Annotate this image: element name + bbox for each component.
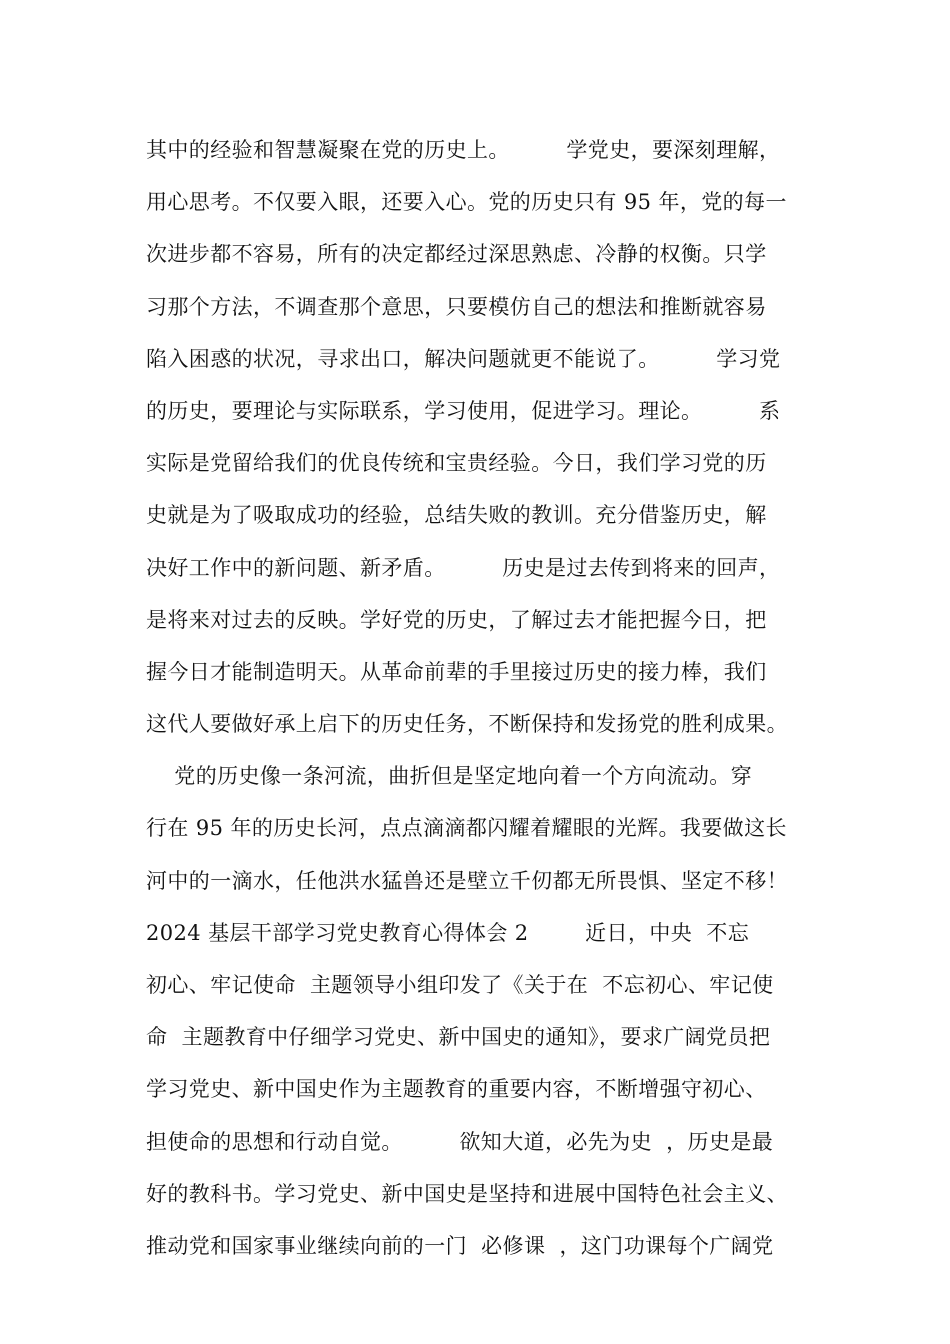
text-line: 决好工作中的新问题、新矛盾。 历史是过去传到将来的回声， xyxy=(146,555,781,580)
text-line: 次进步都不容易，所有的决定都经过深思熟虑、冷静的权衡。只学 xyxy=(146,242,767,267)
body-text xyxy=(146,130,826,1278)
text-line: 担使命的思想和行动自觉。 欲知大道，必先为史 ，历史是最 xyxy=(146,1129,774,1154)
text-line: 用心思考。不仅要入眼，还要入心。党的历史只有 95 年，党的每一 xyxy=(146,190,787,215)
text-line: 是将来对过去的反映。学好党的历史，了解过去才能把握今日，把 xyxy=(146,607,767,632)
text-line: 握今日才能制造明天。从革命前辈的手里接过历史的接力棒，我们 xyxy=(146,659,767,684)
text-line: 实际是党留给我们的优良传统和宝贵经验。今日，我们学习党的历 xyxy=(146,451,767,476)
text-line: 初心、牢记使命 主题领导小组印发了《关于在 不忘初心、牢记使 xyxy=(146,973,774,997)
text-line: 党的历史像一条河流，曲折但是坚定地向着一个方向流动。穿 xyxy=(146,764,753,789)
text-line: 习那个方法，不调查那个意思，只要模仿自己的想法和推断就容易 xyxy=(146,294,767,319)
text-line: 其中的经验和智慧凝聚在党的历史上。 学党史，要深刻理解， xyxy=(146,138,781,162)
text-line: 学习党史、新中国史作为主题教育的重要内容，不断增强守初心、 xyxy=(146,1077,767,1102)
section-heading-line: 2024 基层干部学习党史教育心得体会 2 近日，中央 不忘 xyxy=(146,920,750,945)
text-line: 河中的一滴水，任他洪水猛兽还是壁立千仞都无所畏惧、坚定不移！ xyxy=(146,868,788,893)
text-line: 陷入困惑的状况，寻求出口，解决问题就更不能说了。 学习党 xyxy=(146,346,781,371)
text-line: 史就是为了吸取成功的经验，总结失败的教训。充分借鉴历史，解 xyxy=(146,503,767,528)
text-line: 行在 95 年的历史长河，点点滴滴都闪耀着耀眼的光辉。我要做这长 xyxy=(146,816,787,841)
text-line: 这代人要做好承上启下的历史任务，不断保持和发扬党的胜利成果。 xyxy=(146,712,788,737)
text-line: 命 主题教育中仔细学习党史、新中国史的通知》，要求广阔党员把 xyxy=(146,1025,771,1050)
text-line: 好的教科书。学习党史、新中国史是坚持和进展中国特色社会主义、 xyxy=(146,1181,788,1206)
text-line: 的历史，要理论与实际联系，学习使用，促进学习。理论。 系 xyxy=(146,398,781,423)
text-line: 推动党和国家事业继续向前的一门 必修课 ，这门功课每个广阔党 xyxy=(146,1233,774,1258)
